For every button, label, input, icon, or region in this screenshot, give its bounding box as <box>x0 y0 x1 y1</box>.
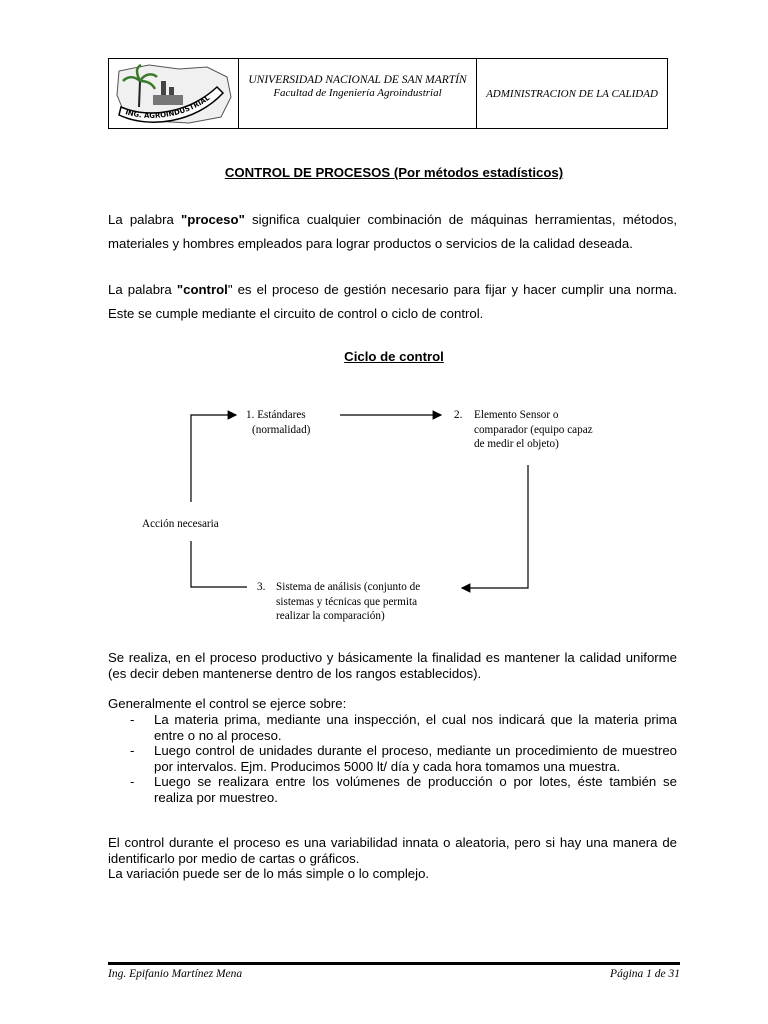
process-paragraph: Se realiza, en el proceso productivo y básicamente la finalidad es mantener la calidad uniforme (es decir deben mantenerse dentro de los rangos establecidos). <box>108 650 677 681</box>
university-name: UNIVERSIDAD NACIONAL DE SAN MARTÍN <box>248 74 467 86</box>
variability-paragraph <box>108 835 677 882</box>
step-3-number: 3. <box>257 581 266 593</box>
step-2-line-1: Elemento Sensor o <box>474 409 559 421</box>
list-item-text: Luego se realizara entre los volúmenes de producción o por lotes, éste también se realiza por muestreo. <box>154 774 677 805</box>
cycle-heading: Ciclo de control <box>344 349 444 364</box>
bullet-dash: - <box>130 743 135 758</box>
step-2-number: 2. <box>454 409 463 421</box>
bullet-dash: - <box>130 774 135 789</box>
intro-p2-text-a: La palabra <box>108 282 177 297</box>
faculty-name: Facultad de Ingeniería Agroindustrial <box>273 87 442 99</box>
list-item <box>108 743 677 774</box>
step-1-line-2: (normalidad) <box>252 423 311 436</box>
intro-p2-text-b: " es el proceso de gestión necesario para fijar y hacer cumplir una norma. Este se cumple mediante el circuito de control o ciclo de control. <box>108 282 677 321</box>
step-1-label <box>246 408 310 437</box>
list-item <box>108 774 677 805</box>
arrow-sensor-to-analysis <box>462 465 528 588</box>
step-3-line-3: realizar la comparación) <box>276 610 385 622</box>
control-intro: Generalmente el control se ejerce sobre: <box>108 696 347 711</box>
line-analysis-to-action <box>191 541 247 587</box>
intro-p2-keyword: "control <box>176 282 228 297</box>
intro-p1-text-a: La palabra <box>108 212 182 227</box>
step-3-label <box>257 580 420 624</box>
arrow-action-to-standards <box>191 415 236 502</box>
document-title: CONTROL DE PROCESOS (Por métodos estadísticos) <box>224 165 564 180</box>
variability-line-2: La variación puede ser de lo más simple o lo complejo. <box>108 866 430 881</box>
list-item-text: La materia prima, mediante una inspección, el cual nos indicará que la materia prima entre o no al proceso. <box>154 712 677 743</box>
list-item-text: Luego control de unidades durante el proceso, mediante un procedimiento de muestreo por intervalos. Ejm. Producimos 5000 lt/ día y cada hora tomamos una muestra. <box>154 743 677 774</box>
footer-rule <box>108 962 680 965</box>
step-2-line-3: de medir el objeto) <box>474 438 559 450</box>
action-label: Acción necesaria <box>142 518 219 530</box>
bullet-dash: - <box>130 712 135 727</box>
svg-text:ING. AGROINDUSTRIAL: ING. AGROINDUSTRIAL <box>124 93 212 120</box>
step-2-label <box>454 408 593 452</box>
list-item <box>108 712 677 743</box>
footer-page-number: Página 1 de 31 <box>610 968 680 980</box>
step-2-line-2: comparador (equipo capaz <box>474 423 593 436</box>
step-3-line-1: Sistema de análisis (conjunto de <box>276 581 421 593</box>
department-name: ADMINISTRACION DE LA CALIDAD <box>486 87 658 100</box>
step-3-line-2: sistemas y técnicas que permita <box>276 595 418 608</box>
control-list <box>108 712 677 805</box>
intro-p1-keyword: "proceso" <box>181 212 245 227</box>
step-1-line-1: 1. Estándares <box>246 409 306 421</box>
intro-p1-text-b: significa cualquier combinación de máquinas herramientas, métodos, materiales y hombres empleados para lograr productos o servicios de la calidad deseada. <box>108 212 677 251</box>
variability-line-1: El control durante el proceso es una variabilidad innata o aleatoria, pero si hay una manera de identificarlo por medio de cartas o gráficos. <box>108 835 677 866</box>
footer-author: Ing. Epifanio Martínez Mena <box>108 968 243 980</box>
